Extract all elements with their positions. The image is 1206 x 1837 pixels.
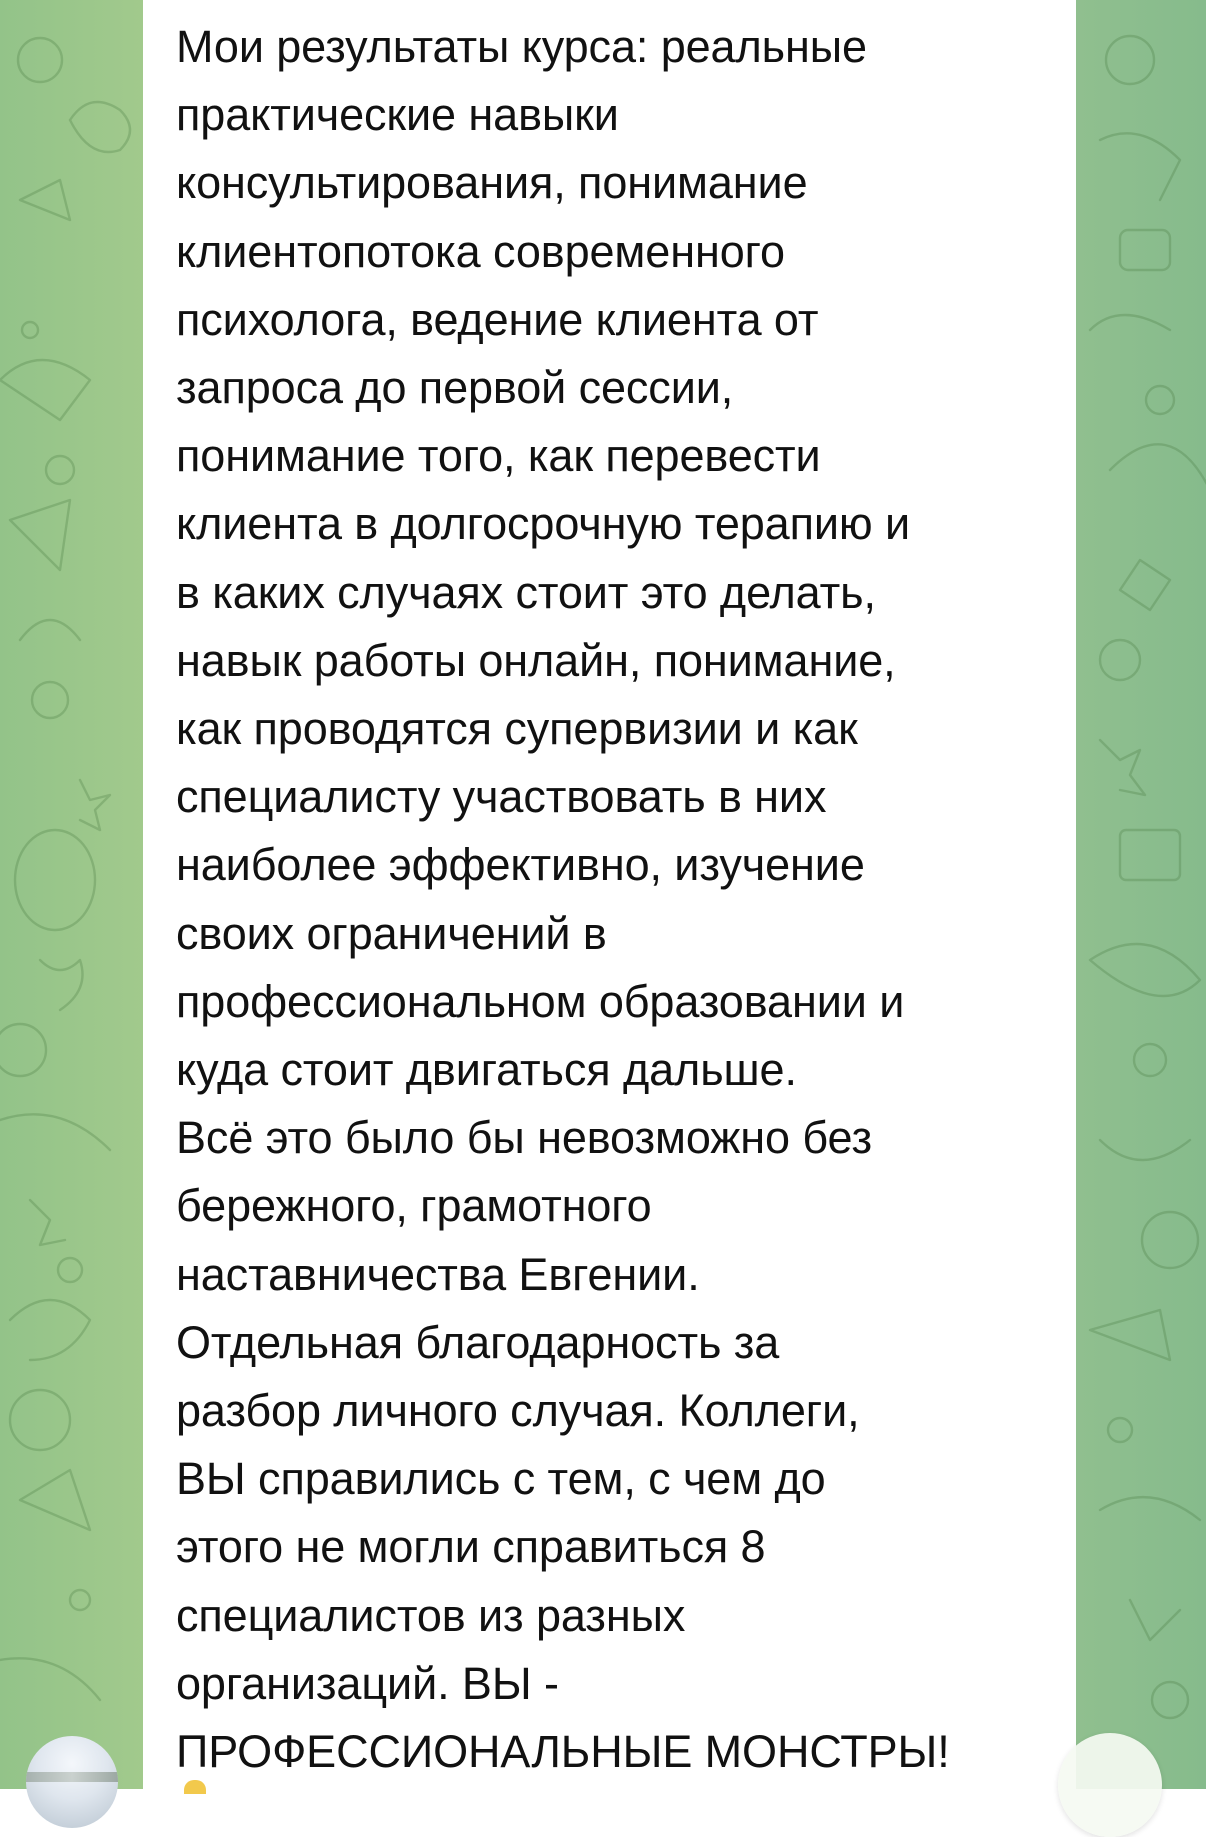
message-line: бережного, грамотного [176,1180,652,1232]
message-line: Мои результаты курса: реальные [176,21,867,72]
message-line: организаций. ВЫ - [176,1657,559,1709]
message-line: практические навыки [176,89,619,141]
message-line: в каких случаях стоит это делать, [176,566,876,618]
message-line: Отдельная благодарность за [176,1316,780,1368]
message-line: Всё это было бы невозможно без [176,1112,872,1164]
message-line: навык работы онлайн, понимание, [176,634,896,686]
message-line: наиболее эффективно, изучение [176,839,865,891]
message-line: своих ограничений в [176,907,607,959]
message-line: куда стоит двигаться дальше. [176,1044,797,1096]
emoji-icon [184,1780,206,1794]
message-text [176,13,1056,1786]
message-line: профессиональном образовании и [176,975,905,1027]
message-line: запроса до первой сессии, [176,362,734,414]
message-line: как проводятся супервизии и как [176,703,858,755]
message-line: разбор личного случая. Коллеги, [176,1385,860,1437]
sender-avatar[interactable] [26,1736,118,1828]
message-line: психолога, ведение клиента от [176,293,819,345]
message-line: понимание того, как перевести [176,430,821,482]
message-line: наставничества Евгении. [176,1248,700,1300]
message-line: ВЫ справились с тем, с чем до [176,1453,826,1505]
scroll-down-button[interactable] [1058,1733,1162,1837]
message-line: ПРОФЕССИОНАЛЬНЫЕ МОНСТРЫ! [176,1726,950,1778]
message-line: клиентопотока современного [176,225,785,277]
message-line: консультирования, понимание [176,157,808,209]
message-line: этого не могли справиться 8 [176,1521,766,1573]
message-line: специалисту участвовать в них [176,771,827,823]
message-line: специалистов из разных [176,1589,686,1641]
message-line: клиента в долгосрочную терапию и [176,498,911,550]
